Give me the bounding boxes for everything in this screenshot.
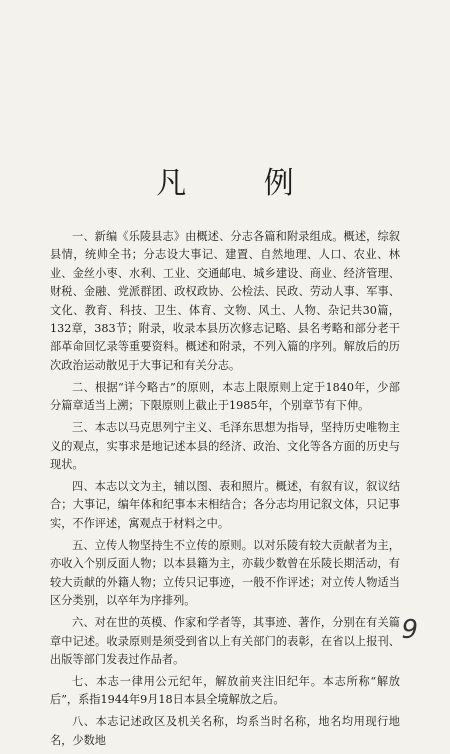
handwritten-page-number: 9 xyxy=(401,615,418,645)
paragraph-2: 二、根据“详今略古”的原则，本志上限原则上定于1840年，少部分篇章适当上溯；下限原则上截止于1985年，个别章节有下伸。 xyxy=(50,380,400,413)
paragraph-7: 七、本志一律用公元纪年，解放前夹注旧纪年。本志所称“解放后”，系指1944年9月18日本县全境解放之后。 xyxy=(50,674,400,707)
paragraph-4: 四、本志以文为主，辅以图、表和照片。概述，有叙有议，叙议结合；大事记，编年体和纪事本末相结合；各分志均用记叙文体，只记事实，不作评述，寓观点于材料之中。 xyxy=(50,480,400,530)
paragraph-3: 三、本志以马克思列宁主义、毛泽东思想为指导，坚持历史唯物主义的观点，实事求是地记述本县的经济、政治、文化等各方面的历史与现状。 xyxy=(50,421,400,472)
paragraph-1: 一、新编《乐陵县志》由概述、分志各篇和附录组成。概述，综叙县情，统帅全书；分志设大事记、建置、自然地理、人口、农业、林业、金丝小枣、水利、工业、交通邮电、城乡建设、商业、经济管理、财税、金融、党派群团、政权政协、公检法、民政、劳动人事、军事、文化、教育、科技、卫生、体育、文物、风土、人物、杂记共30篇，132章，383节；附录，收录本县历次修志记略、县名考略和部分老干部革命回忆录等重要资料。概述和附录，不列入篇的序列。解放后的历次政治运动散见于大事记和有关分志。 xyxy=(50,230,400,372)
paragraph-8: 八、本志记述政区及机关名称，均系当时名称，地名均用现行地名，少数地 xyxy=(50,715,400,747)
paragraph-5: 五、立传人物坚持生不立传的原则。以对乐陵有较大贡献者为主，亦收入个别反面人物；以本县籍为主，亦载少数曾在乐陵长期活动，有较大贡献的外籍人物；立传只记事迹，一般不作评述；对立传人物适当区分类别，以卒年为序排列。 xyxy=(50,538,400,608)
page-title: 凡 例 xyxy=(156,166,328,202)
document-body xyxy=(50,228,400,754)
paragraph-6: 六、对在世的英模、作家和学者等，其事迹、著作，分别在有关篇章中记述。收录原则是须受到省以上有关部门的表彰，在省以上报刊、出版等部门发表过作品者。 xyxy=(50,616,400,666)
